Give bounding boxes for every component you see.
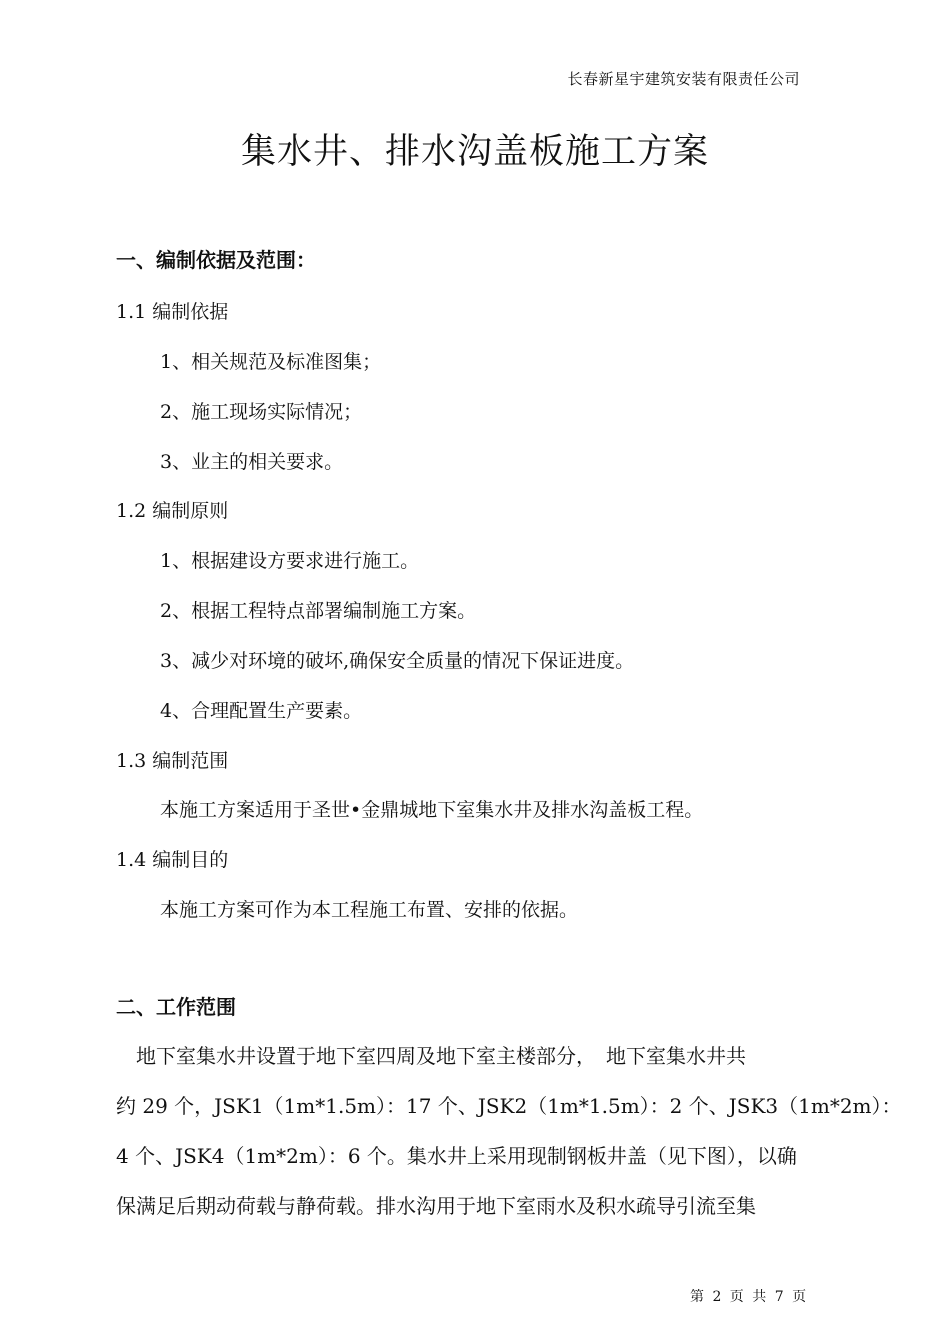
subsection-1-2-heading: 1.2 编制原则	[116, 500, 229, 522]
paragraph-line: 约 29 个，JSK1（1m*1.5m）：17 个、JSK2（1m*1.5m）：2 个、JSK3（1m*2m）：	[116, 1094, 902, 1118]
document-title: 集水井、排水沟盖板施工方案	[240, 132, 709, 172]
list-item: 3、减少对环境的破坏,确保安全质量的情况下保证进度。	[160, 650, 635, 672]
section-1-heading: 一、编制依据及范围：	[116, 248, 316, 272]
list-item: 3、业主的相关要求。	[160, 451, 344, 473]
subsection-1-1-heading: 1.1 编制依据	[116, 301, 229, 323]
list-item: 4、合理配置生产要素。	[160, 700, 363, 722]
section-2-heading: 二、工作范围	[116, 995, 236, 1019]
list-item: 1、相关规范及标准图集；	[160, 351, 382, 373]
page-number: 第 2 页 共 7 页	[690, 1289, 809, 1305]
list-item: 1、根据建设方要求进行施工。	[160, 550, 420, 572]
list-item: 2、根据工程特点部署编制施工方案。	[160, 600, 477, 622]
work-scope-paragraph	[116, 1031, 902, 1231]
list-item: 2、施工现场实际情况；	[160, 401, 363, 423]
paragraph-line: 地下室集水井设置于地下室四周及地下室主楼部分， 地下室集水井共	[116, 1044, 746, 1068]
subsection-1-4-heading: 1.4 编制目的	[116, 849, 229, 871]
purpose-text: 本施工方案可作为本工程施工布置、安排的依据。	[160, 899, 579, 921]
page-header-company: 长春新星宇建筑安装有限责任公司	[567, 70, 800, 88]
scope-text: 本施工方案适用于圣世•金鼎城地下室集水井及排水沟盖板工程。	[160, 799, 704, 821]
subsection-1-3-heading: 1.3 编制范围	[116, 750, 229, 772]
paragraph-line: 4 个、JSK4（1m*2m）：6 个。集水井上采用现制钢板井盖（见下图），以确	[116, 1144, 797, 1168]
paragraph-line: 保满足后期动荷载与静荷载。排水沟用于地下室雨水及积水疏导引流至集	[116, 1194, 756, 1218]
